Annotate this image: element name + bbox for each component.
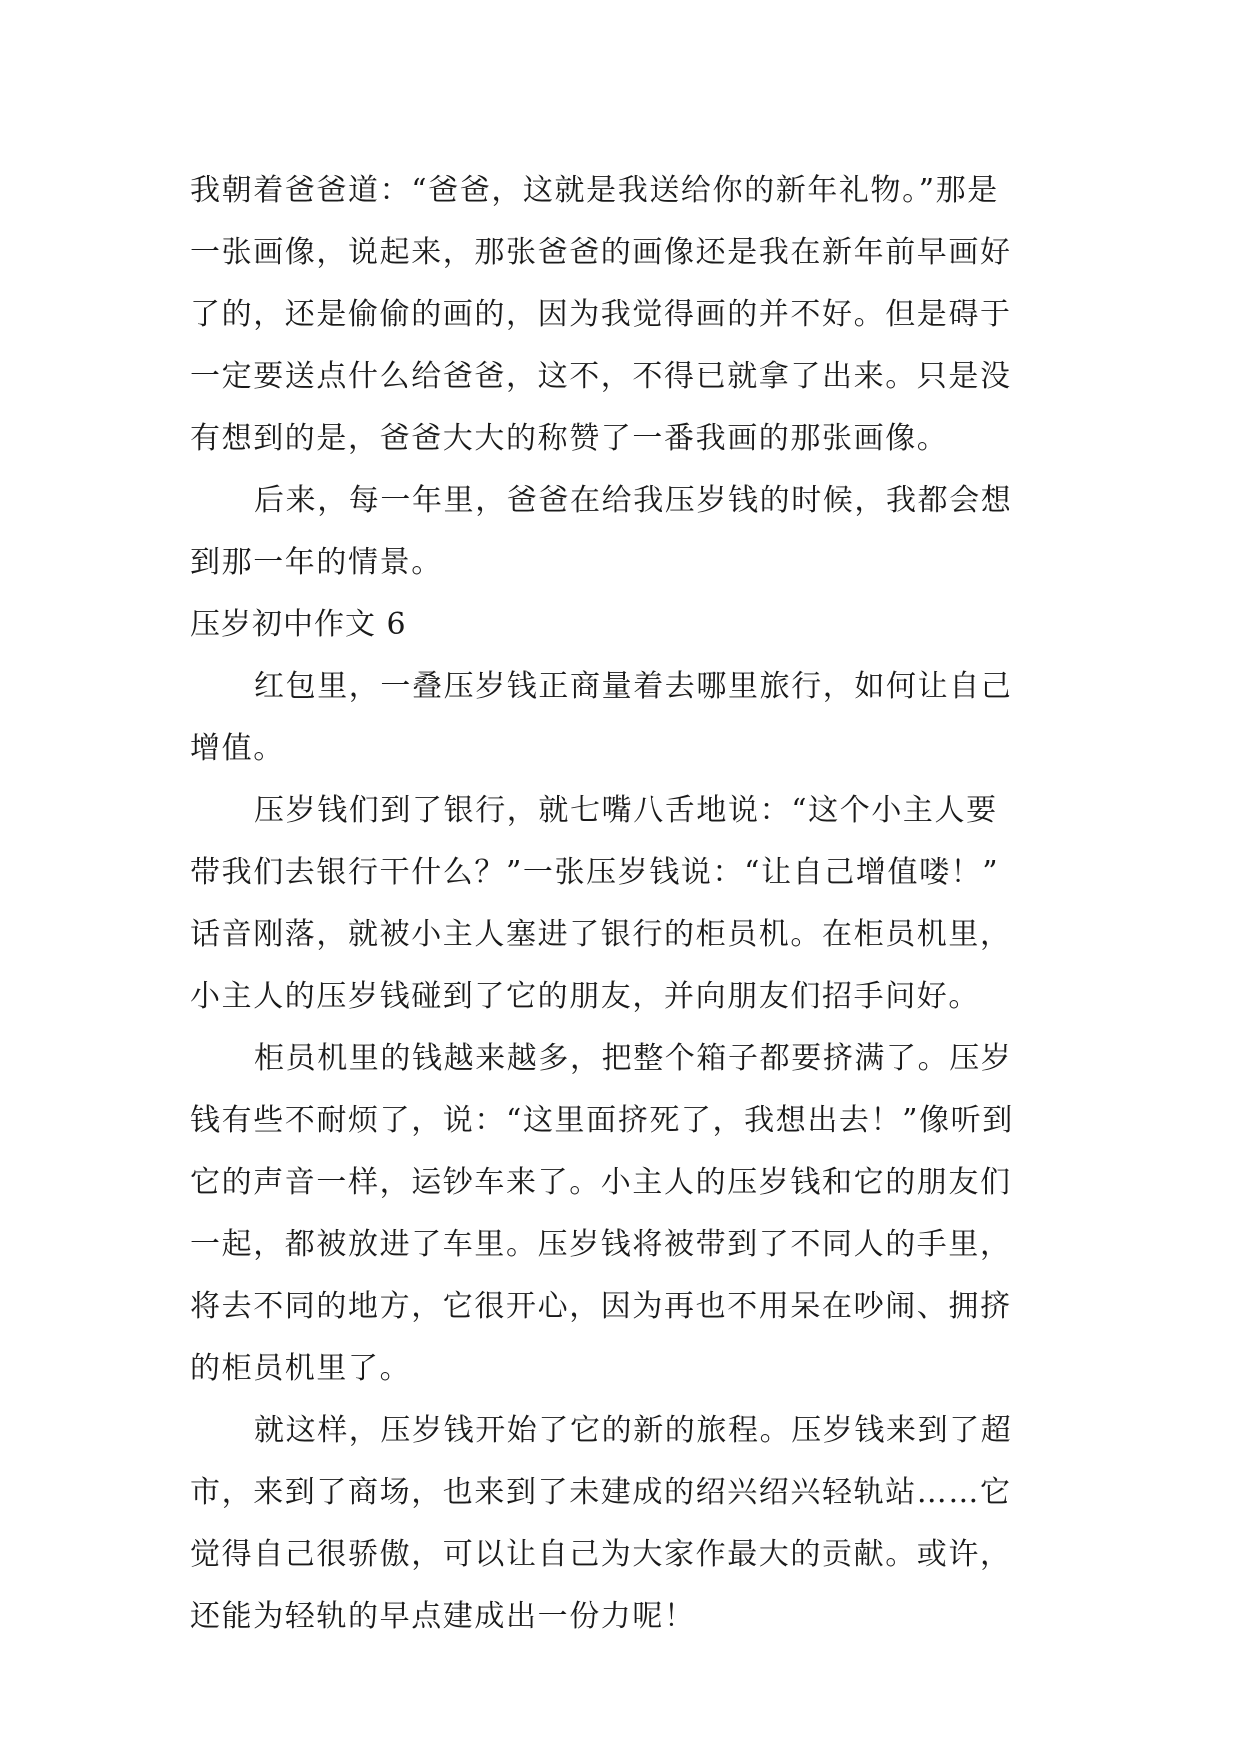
text-line: 市，来到了商场，也来到了未建成的绍兴绍兴轻轨站……它 <box>190 1475 1012 1510</box>
text-line: 话音刚落，就被小主人塞进了银行的柜员机。在柜员机里， <box>190 917 1012 952</box>
text-line: 了的，还是偷偷的画的，因为我觉得画的并不好。但是碍于 <box>190 297 1012 332</box>
text-line: 就这样，压岁钱开始了它的新的旅程。压岁钱来到了超 <box>254 1413 1013 1448</box>
paragraph <box>190 160 1048 470</box>
text-line: 还能为轻轨的早点建成出一份力呢！ <box>190 1599 696 1634</box>
document-body <box>190 160 1048 1648</box>
text-line: 后来，每一年里，爸爸在给我压岁钱的时候，我都会想 <box>254 483 1013 518</box>
text-line: 红包里，一叠压岁钱正商量着去哪里旅行，如何让自己 <box>254 669 1013 704</box>
text-line: 到那一年的情景。 <box>190 545 443 580</box>
text-line: 小主人的压岁钱碰到了它的朋友，并向朋友们招手问好。 <box>190 979 980 1014</box>
paragraph <box>190 656 1048 780</box>
text-line: 的柜员机里了。 <box>190 1351 412 1386</box>
text-line: 一定要送点什么给爸爸，这不，不得已就拿了出来。只是没 <box>190 359 1012 394</box>
text-line: 柜员机里的钱越来越多，把整个箱子都要挤满了。压岁 <box>254 1041 1013 1076</box>
text-line: 有想到的是，爸爸大大的称赞了一番我画的那张画像。 <box>190 421 949 456</box>
paragraph <box>190 470 1048 594</box>
section-heading: 压岁初中作文 6 <box>190 607 407 642</box>
text-line: 钱有些不耐烦了，说：“这里面挤死了，我想出去！”像听到 <box>190 1103 1014 1138</box>
text-line: 它的声音一样，运钞车来了。小主人的压岁钱和它的朋友们 <box>190 1165 1012 1200</box>
text-line: 我朝着爸爸道：“爸爸，这就是我送给你的新年礼物。”那是 <box>190 173 999 208</box>
paragraph <box>190 780 1048 1028</box>
text-line: 压岁钱们到了银行，就七嘴八舌地说：“这个小主人要 <box>254 793 998 828</box>
text-line: 一张画像，说起来，那张爸爸的画像还是我在新年前早画好 <box>190 235 1012 270</box>
text-line: 将去不同的地方，它很开心，因为再也不用呆在吵闹、拥挤 <box>190 1289 1012 1324</box>
paragraph <box>190 1400 1048 1648</box>
paragraph <box>190 1028 1048 1400</box>
text-line: 带我们去银行干什么？”一张压岁钱说：“让自己增值喽！” <box>190 855 1000 890</box>
text-line: 一起，都被放进了车里。压岁钱将被带到了不同人的手里， <box>190 1227 1012 1262</box>
text-line: 觉得自己很骄傲，可以让自己为大家作最大的贡献。或许， <box>190 1537 1012 1572</box>
text-line: 增值。 <box>190 731 285 766</box>
